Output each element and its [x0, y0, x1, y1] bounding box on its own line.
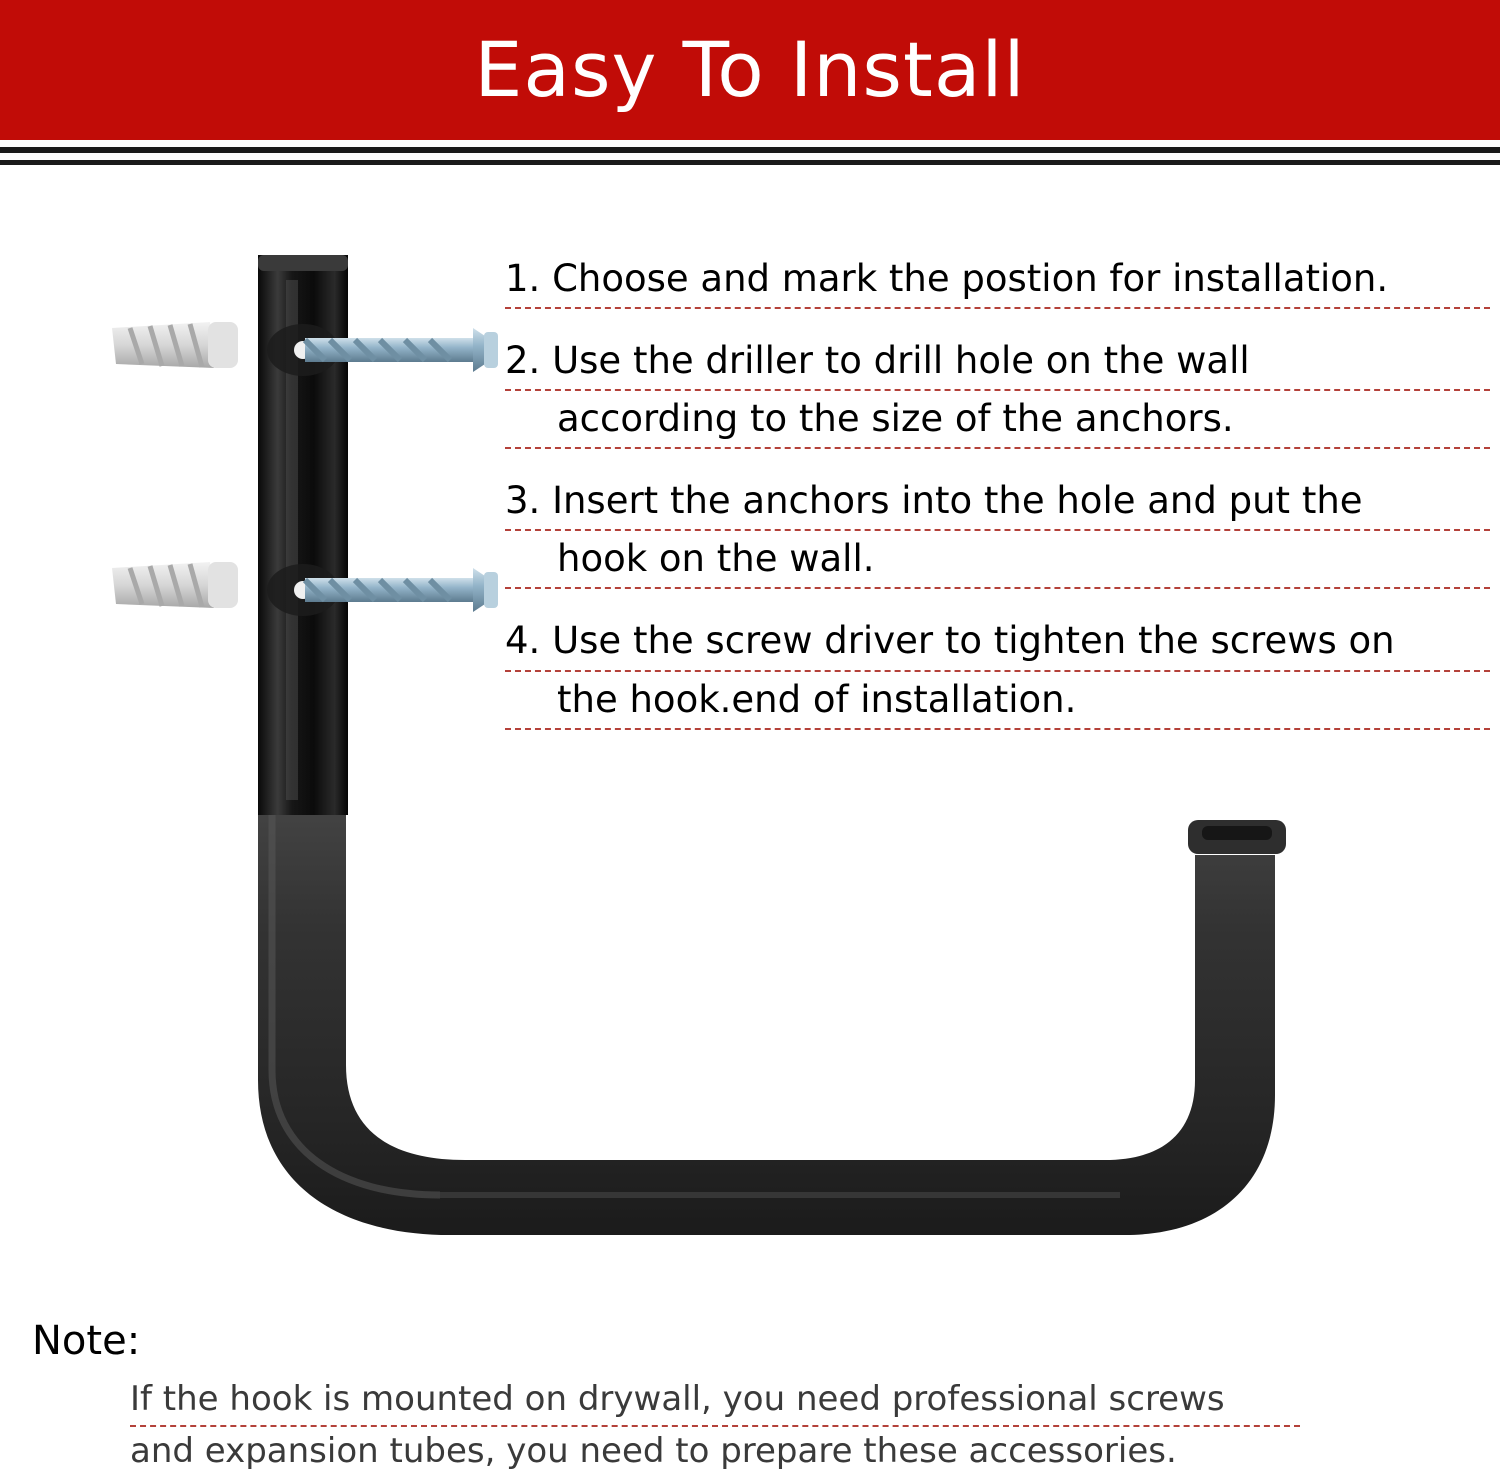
header-divider-top: [0, 147, 1500, 153]
note-body: [130, 1378, 1300, 1479]
header-divider-bottom: [0, 160, 1500, 165]
note-label: Note:: [32, 1318, 141, 1364]
list-item: [505, 255, 1490, 309]
step-text: 3. Insert the anchors into the hole and put the: [505, 477, 1490, 531]
wall-anchor-upper: [112, 322, 238, 368]
step-text: 2. Use the driller to drill hole on the wall: [505, 337, 1490, 391]
list-item: [505, 617, 1490, 729]
wall-anchor-lower: [112, 562, 238, 608]
note-text: If the hook is mounted on drywall, you need professional screws: [130, 1378, 1300, 1427]
step-text: the hook.end of installation.: [505, 676, 1490, 730]
page-title: Easy To Install: [474, 25, 1026, 114]
step-text: hook on the wall.: [505, 535, 1490, 589]
j-hook-arm: [258, 760, 1286, 1235]
list-item: [505, 477, 1490, 589]
list-item: [505, 337, 1490, 449]
step-text: according to the size of the anchors.: [505, 395, 1490, 449]
step-text: 1. Choose and mark the postion for installation.: [505, 255, 1490, 309]
step-text: 4. Use the screw driver to tighten the screws on: [505, 617, 1490, 671]
install-steps-list: [505, 255, 1490, 758]
note-text: and expansion tubes, you need to prepare these accessories.: [130, 1430, 1177, 1471]
